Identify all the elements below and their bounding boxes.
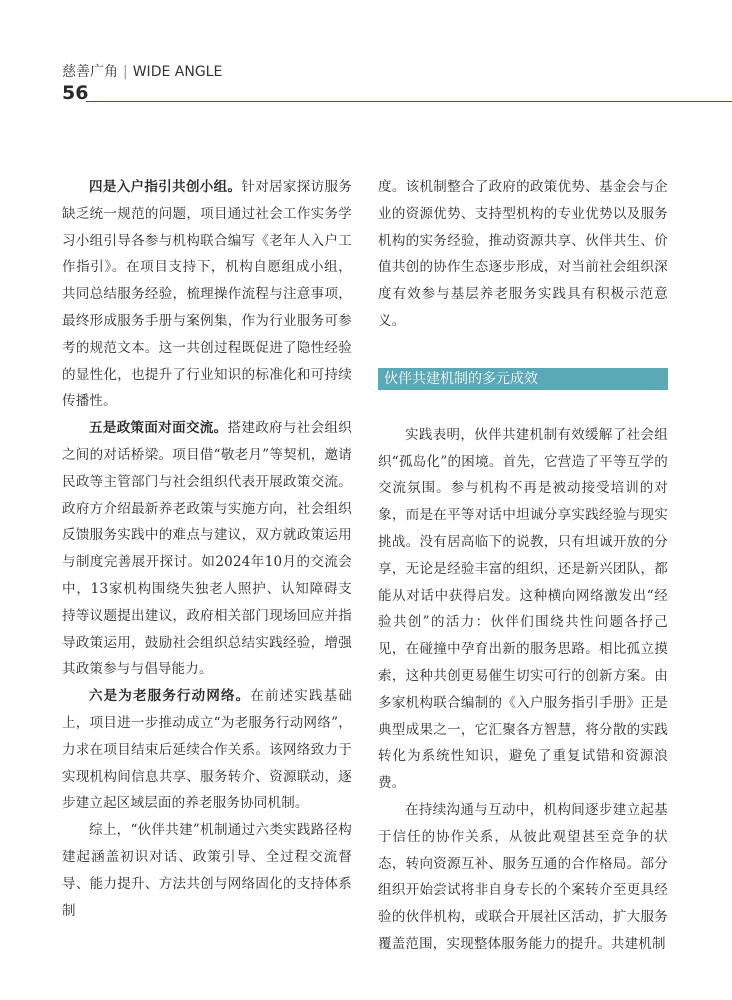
paragraph-policy-exchange <box>62 415 352 683</box>
paragraph-collaboration: 在持续沟通与互动中，机构间逐步建立起基于信任的协作关系，从彼此观望甚至竞争的状态，转向资源互补、服务互通的合作格局。部分组织开始尝试将非自身专长的个案转介至更具经验的伙伴机构，或联合开展社区活动，扩大服务覆盖范围，实现整体服务能力的提升。共建机制 <box>378 801 668 952</box>
column-english-name: WIDE ANGLE <box>132 64 223 80</box>
paragraph-body: 针对居家探访服务缺乏统一规范的问题，项目通过社会工作实务学习小组引导各参与机构联合编写《老年人入户工作指引》。在项目支持下，机构自愿组成小组，共同总结服务经验，梳理操作流程与注意事项，最终形成服务手册与案例集，作为行业服务可参考的规范文本。这一共创过程既促进了隐性经验的显性化，也提升了行业知识的标准化和可持续传播性。 <box>62 179 352 410</box>
paragraph-outcomes: 实践表明，伙伴共建机制有效缓解了社会组织“孤岛化”的困境。首先，它营造了平等互学的交流氛围。参与机构不再是被动接受培训的对象，而是在平等对话中坦诚分享实践经验与现实挑战。没有居高临下的说教，只有坦诚开放的分享，无论是经验丰富的组织，还是新兴团队，都能从对话中获得启发。这种横向网络激发出“经验共创”的活力：伙伴们围绕共性问题各抒己见，在碰撞中孕育出新的服务思路。相比孤立摸索，这种共创更易催生切实可行的创新方案。由多家机构联合编制的《入户服务指引手册》正是典型成果之一，它汇聚各方智慧，将分散的实践转化为系统性知识，避免了重复试错和资源浪费。 <box>378 426 668 792</box>
column-header <box>62 63 222 81</box>
paragraph-action-network <box>62 683 352 817</box>
paragraph-body: 在前述实践基础上，项目进一步推动成立“为老服务行动网络”，力求在项目结束后延续合作关系。该网络致力于实现机构间信息共享、服务转介、资源联动，逐步建立起区域层面的养老服务协同机制。 <box>62 688 352 812</box>
paragraph-continuation: 度。该机制整合了政府的政策优势、基金会与企业的资源优势、支持型机构的专业优势以及服务机构的实务经验，推动资源共享、伙伴共生、价值共创的协作生态逐步形成，对当前社会组织深度有效参与基层养老服务实践具有积极示范意义。 <box>378 179 668 329</box>
paragraph-summary: 综上，“伙伴共建”机制通过六类实践路径构建起涵盖初识对话、政策引导、全过程交流督导、能力提升、方法共创与网络固化的支持体系制 <box>62 822 352 919</box>
right-column <box>378 174 668 958</box>
section-heading: 伙伴共建机制的多元成效 <box>378 368 668 390</box>
paragraph-lead: 四是入户指引共创小组。 <box>89 179 242 195</box>
column-name: 慈善广角 <box>62 64 118 80</box>
paragraph-lead: 五是政策面对面交流。 <box>89 420 228 437</box>
header-separator: | <box>123 64 128 80</box>
paragraph-lead: 六是为老服务行动网络。 <box>89 688 251 705</box>
paragraph-entry-guide <box>62 174 352 415</box>
header-rule <box>86 101 732 102</box>
paragraph-body: 搭建政府与社会组织之间的对话桥梁。项目借“敬老月”等契机，邀请民政等主管部门与社会组织代表开展政策交流。政府方介绍最新养老政策与实施方向，社会组织反馈服务实践中的难点与建议，双方就政策运用与制度完善展开探讨。如2024年10月的交流会中，13家机构围绕失独老人照护、认知障碍支持等议题提出建议，政府相关部门现场回应并指导政策运用，鼓励社会组织总结实践经验，增强其政策参与与倡导能力。 <box>62 420 352 678</box>
page-number: 56 <box>62 82 89 104</box>
left-column <box>62 174 352 924</box>
